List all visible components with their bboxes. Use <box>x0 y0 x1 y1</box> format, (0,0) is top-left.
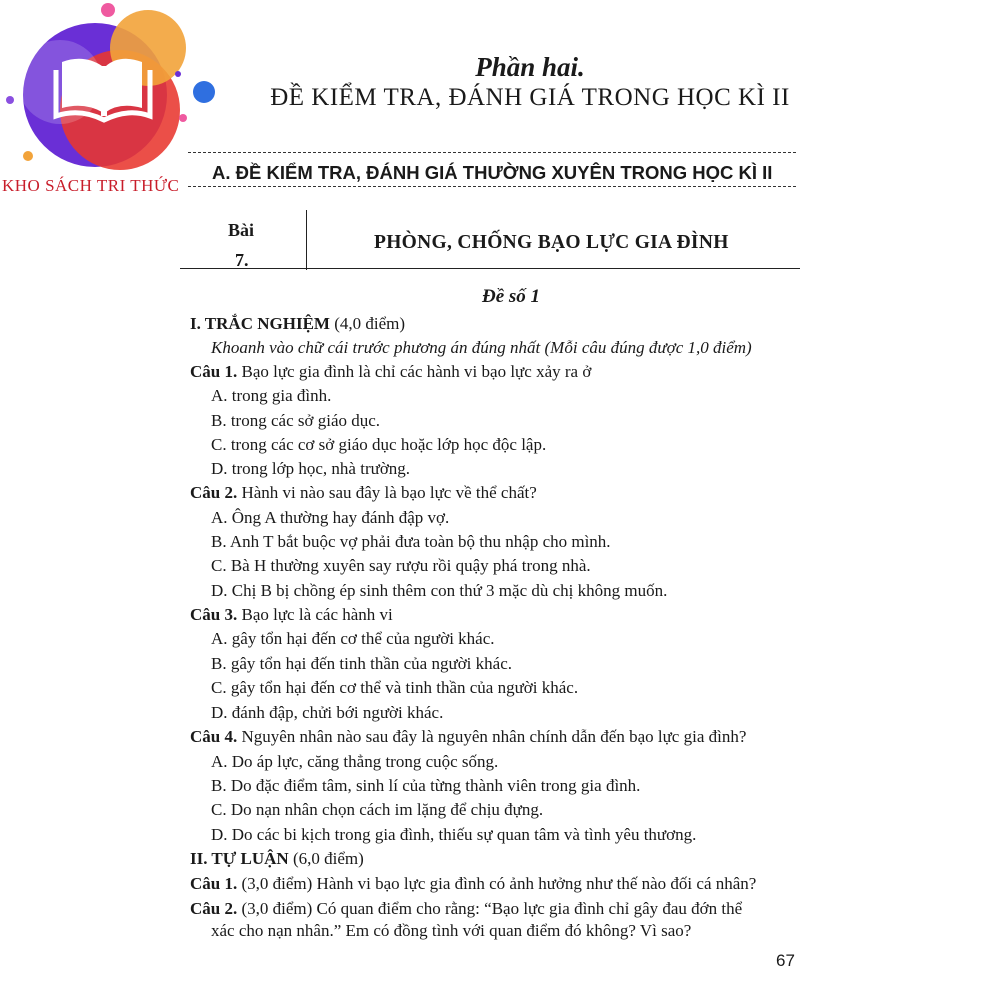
question-text: Nguyên nhân nào sau đây là nguyên nhân chính dẫn đến bạo lực gia đình? <box>241 727 747 746</box>
option-d: D. Chị B bị chồng ép sinh thêm con thứ 3 mặc dù chị không muốn. <box>211 581 668 600</box>
lesson-divider <box>306 210 307 270</box>
question-4 <box>190 726 746 748</box>
option-d: D. trong lớp học, nhà trường. <box>211 459 411 478</box>
part2-heading: II. TỰ LUẬN <box>190 849 289 868</box>
option-a: A. gây tổn hại đến cơ thể của người khác. <box>211 629 495 648</box>
logo-text: KHO SÁCH TRI THỨC <box>2 176 180 195</box>
option-d: D. Do các bi kịch trong gia đình, thiếu sự quan tâm và tình yêu thương. <box>211 825 697 844</box>
option-b: B. Anh T bắt buộc vợ phải đưa toàn bộ thu nhập cho mình. <box>211 532 611 551</box>
question-text: (3,0 điểm) Hành vi bạo lực gia đình có ảnh hưởng như thế nào đối cá nhân? <box>241 874 757 893</box>
part-subtitle: ĐỀ KIỂM TRA, ĐÁNH GIÁ TRONG HỌC KÌ II <box>270 84 790 111</box>
section-heading: A. ĐỀ KIỂM TRA, ĐÁNH GIÁ THƯỜNG XUYÊN TRONG HỌC KÌ II <box>212 162 773 183</box>
part1-heading: I. TRẮC NGHIỆM <box>190 314 330 333</box>
question-text: (3,0 điểm) Có quan điểm cho rằng: “Bạo lực gia đình chỉ gây đau đớn thể <box>241 899 743 918</box>
question-3 <box>190 604 393 626</box>
question-label: Câu 2. <box>190 483 238 502</box>
lesson-underline <box>180 268 800 269</box>
lesson-title: PHÒNG, CHỐNG BẠO LỰC GIA ĐÌNH <box>374 232 729 253</box>
page-number: 67 <box>776 951 795 970</box>
part1-points: (4,0 điểm) <box>334 314 406 333</box>
dashed-rule-bottom <box>188 186 796 187</box>
question-1 <box>190 361 591 383</box>
question-label: Câu 1. <box>190 874 238 893</box>
part1-instruction: Khoanh vào chữ cái trước phương án đúng nhất (Mỗi câu đúng được 1,0 điểm) <box>211 338 752 357</box>
question-text: Bạo lực gia đình là chỉ các hành vi bạo lực xảy ra ở <box>241 362 592 381</box>
part2-points: (6,0 điểm) <box>292 849 364 868</box>
option-a: A. trong gia đình. <box>211 386 332 405</box>
option-b: B. trong các sở giáo dục. <box>211 411 381 430</box>
question-label: Câu 4. <box>190 727 238 746</box>
option-a: A. Ông A thường hay đánh đập vợ. <box>211 508 450 527</box>
question-2 <box>190 482 537 504</box>
option-b: B. gây tổn hại đến tinh thần của người khác. <box>211 654 512 673</box>
part2-heading-line <box>190 848 364 870</box>
option-c: C. Do nạn nhân chọn cách im lặng để chịu đựng. <box>211 800 544 819</box>
question-label: Câu 3. <box>190 605 238 624</box>
lesson-number: 7. <box>235 250 249 270</box>
option-b: B. Do đặc điểm tâm, sinh lí của từng thành viên trong gia đình. <box>211 776 641 795</box>
part1-heading-line <box>190 313 405 335</box>
lesson-label: Bài <box>228 220 255 240</box>
option-a: A. Do áp lực, căng thẳng trong cuộc sống. <box>211 752 499 771</box>
essay-question-2 <box>190 898 742 920</box>
question-text: Bạo lực là các hành vi <box>241 605 393 624</box>
question-label: Câu 1. <box>190 362 238 381</box>
essay-question-1 <box>190 873 756 895</box>
option-c: C. Bà H thường xuyên say rượu rồi quậy phá trong nhà. <box>211 556 591 575</box>
dashed-rule-top <box>188 152 796 153</box>
option-c: C. trong các cơ sở giáo dục hoặc lớp học độc lập. <box>211 435 547 454</box>
part-title: Phần hai. <box>475 52 585 82</box>
option-c: C. gây tổn hại đến cơ thể và tinh thần của người khác. <box>211 678 579 697</box>
essay-question-2-continued: xác cho nạn nhân.” Em có đồng tình với quan điểm đó không? Vì sao? <box>211 921 692 940</box>
question-label: Câu 2. <box>190 899 238 918</box>
option-d: D. đánh đập, chửi bới người khác. <box>211 703 444 722</box>
exam-title: Đề số 1 <box>481 286 541 307</box>
question-text: Hành vi nào sau đây là bạo lực về thể chất? <box>241 483 537 502</box>
